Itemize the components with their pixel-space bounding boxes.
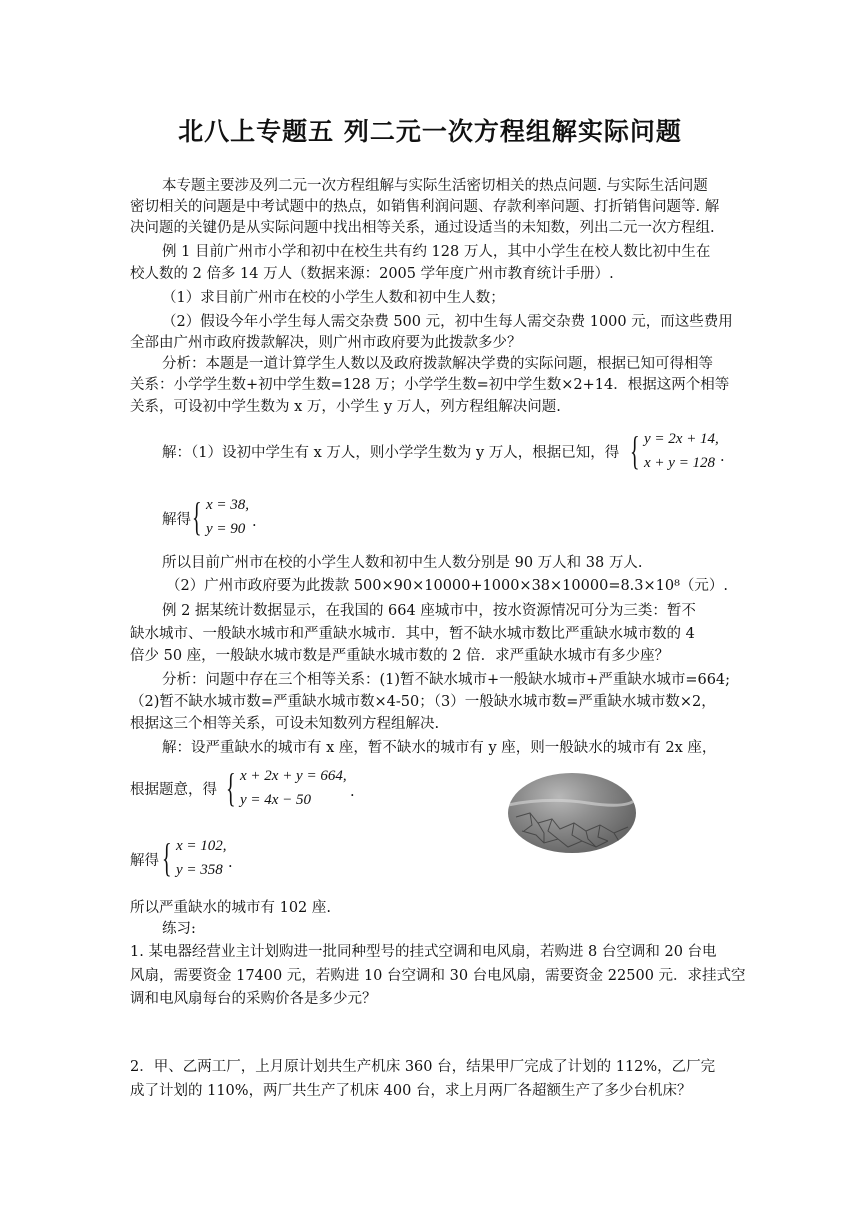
solved-label: 解得	[162, 512, 191, 528]
equation-system-2: { x = 38, y = 90	[192, 494, 250, 539]
example1-question-1: （1）求目前广州市在校的小学生人数和初中生人数；	[162, 290, 505, 306]
equation: y = 358	[176, 862, 223, 878]
equation-system-4: { x = 102, y = 358	[162, 835, 227, 880]
example1-question-2a: （2）假设今年小学生每人需交杂费 500 元，初中生每人需交杂费 1000 元，而这些费用	[162, 314, 733, 330]
example1-question-2b: 全部由广州市政府拨款解决，则广州市政府要为此拨款多少？	[130, 335, 522, 351]
example2-line-1: 例 2 据某统计数据显示，在我国的 664 座城市中，按水资源情况可分为三类：暂不	[162, 603, 696, 619]
document-page: 北八上专题五 列二元一次方程组解实际问题 本专题主要涉及列二元一次方程组解与实际生活密切相关的热点问题. 与实际生活问题 密切相关的问题是中考试题中的热点，如销售利润问题、存款利率问题、打折销售问题等. 解 决问题的关键仍是从实际问题中找出相等关系，通过设适当的未知数，列出二元一次方程组. 例 1 目前广州市小学和初中在校生共有约 128 万人，其中小学生在校人数比初中生在 校人数的 2 倍多 14 万人（数据来源：2005 学年度广州市教育统计手册）. （1）求目前广州市在校的小学生人数和初中生人数； （2）假设今年小学生每人需交杂费 500 元，初中生每人需交杂费 1000 元，而这些费用 全部由广州市政府拨款解决，则广州市政府要为此拨款多少？ 分析：本题是一道计算学生人数以及政府拨款解决学费的实际问题，根据已知可得相等 关系：小学学生数+初中学生数=128 万；小学学生数=初中学生数×2+14．根据这两个相等 关系，可设初中学生数为 x 万，小学生 y 万人，列方程组解决问题. 解：（1）设初中学生有 x 万人，则小学学生数为 y 万人，根据已知，得 { y = 2x + 14, x + y = 128 . 解得 { x = 38, y = 90 . 所以目前广州市在校的小学生人数和初中生人数分别是 90 万人和 38 万人. （2）广州市政府要为此拨款 500×90×10000+1000×38×10000=8.3×10⁸（元）. 例 2 据某统计数据显示，在我国的 664 座城市中，按水资源情况可分为三类：暂不 缺水城市、一般缺水城市和严重缺水城市．其中，暂不缺水城市数比严重缺水城市数的 4 倍少 50 座，一般缺水城市数是严重缺水城市数的 2 倍．求严重缺水城市有多少座？ 分析：问题中存在三个相等关系：(1)暂不缺水城市+一般缺水城市+严重缺水城市=664; （2)暂不缺水城市数=严重缺水城市数×4-50；（3）一般缺水城市数=严重缺水城市数×2， 根据这三个相等关系，可设未知数列方程组解决. 解：设严重缺水的城市有 x 座，暂不缺水的城市有 y 座，则一般缺水的城市有 2x 座， 根据题意，得 { x + 2x + y = 664, y = 4x − 50 . 解得 { x = 102, y = 358 . 所以严重缺水的城市有 102 座. 练习: 1. 某电器经营业主计划购进一批同种型号的挂式空调和电风扇，若购进 8 台空调和 20 台电 风扇，需要资金 17400 元，若购进 10 台空调和 30 台电风扇，需要资金 22500 元．求挂式空 调和电风扇每台的采购价各是多少元？ 2．甲、乙两工厂，上月原计划共生产机床 360 台，结果甲厂完成了计划的 112%，乙厂完 成了计划的 110%，两厂共生产了机床 400 台，求上月两厂各超额生产了多少台机床？	[0, 0, 860, 1216]
example1-conclusion: 所以目前广州市在校的小学生人数和初中生人数分别是 90 万人和 38 万人.	[162, 555, 643, 571]
example2-analysis-2: （2)暂不缺水城市数=严重缺水城市数×4-50；（3）一般缺水城市数=严重缺水城市数×2，	[130, 694, 716, 710]
example2-line-3: 倍少 50 座，一般缺水城市数是严重缺水城市数的 2 倍．求严重缺水城市有多少座？	[130, 648, 670, 664]
example1-solution: 解：（1）设初中学生有 x 万人，则小学学生数为 y 万人，根据已知，得	[162, 445, 620, 461]
intro-line-3: 决问题的关键仍是从实际问题中找出相等关系，通过设适当的未知数，列出二元一次方程组.	[130, 220, 715, 236]
example2-analysis-3: 根据这三个相等关系，可设未知数列方程组解决.	[130, 716, 440, 732]
intro-line-2: 密切相关的问题是中考试题中的热点，如销售利润问题、存款利率问题、打折销售问题等. 解	[130, 199, 720, 215]
example1-analysis-3: 关系，可设初中学生数为 x 万，小学生 y 万人，列方程组解决问题.	[130, 399, 561, 415]
example1-analysis-2: 关系：小学学生数+初中学生数=128 万；小学学生数=初中学生数×2+14．根据这两个相等	[130, 377, 730, 393]
equation: x = 102,	[176, 838, 227, 854]
equation-system-1: { y = 2x + 14, x + y = 128	[630, 428, 719, 473]
practice-q1-line-1: 1. 某电器经营业主计划购进一批同种型号的挂式空调和电风扇，若购进 8 台空调和 20 台电	[130, 944, 717, 960]
equation: x + 2x + y = 664,	[240, 768, 347, 784]
cracked-earth-image	[508, 773, 636, 853]
solved-label: 解得	[130, 853, 159, 869]
equation: y = 90	[206, 521, 246, 537]
page-title: 北八上专题五 列二元一次方程组解实际问题	[178, 117, 682, 146]
example1-line-2: 校人数的 2 倍多 14 万人（数据来源：2005 学年度广州市教育统计手册）.	[130, 266, 614, 282]
practice-q2-line-1: 2．甲、乙两工厂，上月原计划共生产机床 360 台，结果甲厂完成了计划的 112%，乙厂完	[130, 1059, 716, 1075]
example2-analysis-1: 分析：问题中存在三个相等关系：(1)暂不缺水城市+一般缺水城市+严重缺水城市=664;	[162, 672, 731, 688]
practice-q1-line-2: 风扇，需要资金 17400 元，若购进 10 台空调和 30 台电风扇，需要资金 22500 元．求挂式空	[130, 968, 746, 984]
example1-line-1: 例 1 目前广州市小学和初中在校生共有约 128 万人，其中小学生在校人数比初中生在	[162, 244, 711, 260]
example2-conclusion: 所以严重缺水的城市有 102 座.	[130, 900, 332, 916]
intro-line-1: 本专题主要涉及列二元一次方程组解与实际生活密切相关的热点问题. 与实际生活问题	[162, 178, 708, 194]
example2-solution: 解：设严重缺水的城市有 x 座，暂不缺水的城市有 y 座，则一般缺水的城市有 2x 座，	[162, 740, 717, 756]
example1-analysis-1: 分析：本题是一道计算学生人数以及政府拨款解决学费的实际问题，根据已知可得相等	[162, 356, 713, 372]
practice-q1-line-3: 调和电风扇每台的采购价各是多少元？	[130, 991, 377, 1007]
equation-system-3: { x + 2x + y = 664, y = 4x − 50	[226, 765, 347, 810]
equation: x + y = 128	[644, 455, 716, 471]
equation: y = 2x + 14,	[644, 431, 719, 447]
practice-label: 练习:	[162, 921, 196, 937]
equation: x = 38,	[206, 497, 250, 513]
practice-q2-line-2: 成了计划的 110%，两厂共生产了机床 400 台，求上月两厂各超额生产了多少台机床？	[130, 1083, 692, 1099]
example2-pre: 根据题意，得	[130, 782, 217, 798]
equation: y = 4x − 50	[240, 792, 312, 808]
example1-part2: （2）广州市政府要为此拨款 500×90×10000+1000×38×10000=8.3×10⁸（元）.	[166, 578, 729, 594]
example2-line-2: 缺水城市、一般缺水城市和严重缺水城市．其中，暂不缺水城市数比严重缺水城市数的 4	[130, 626, 695, 642]
